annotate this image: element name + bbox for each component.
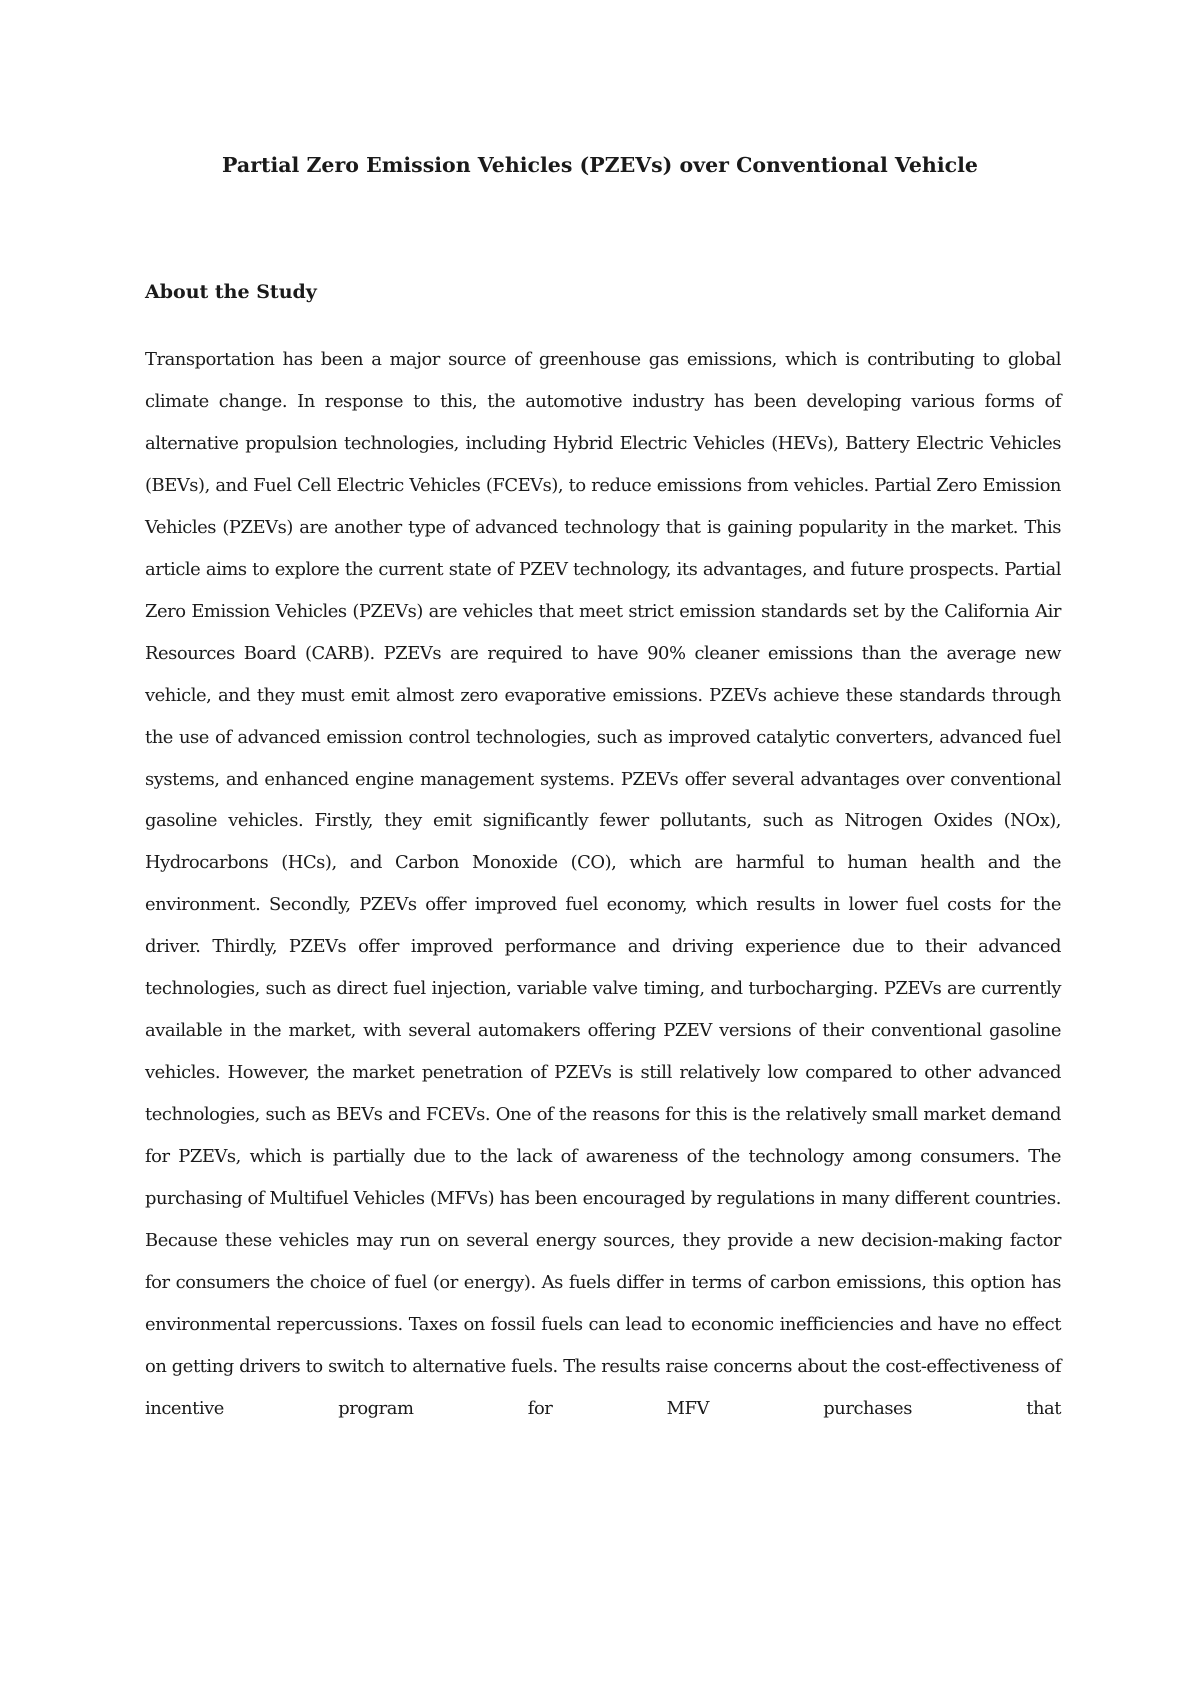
body-paragraph: Transportation has been a major source of greenhouse gas emissions, which is contributing to global climate change. In response to this, the automotive industry has been developing various forms of alternative propulsion technologies, including Hybrid Electric Vehicles (HEVs), Battery Electric Vehicles (BEVs), and Fuel Cell Electric Vehicles (FCEVs), to reduce emissions from vehicles. Partial Zero Emission Vehicles (PZEVs) are another type of advanced technology that is gaining popularity in the market. This article aims to explore the current state of PZEV technology, its advantages, and future prospects. Partial Zero Emission Vehicles (PZEVs) are vehicles that meet strict emission standards set by the California Air Resources Board (CARB). PZEVs are required to have 90% cleaner emissions than the average new vehicle, and they must emit almost zero evaporative emissions. PZEVs achieve these standards through the use of advanced emission control technologies, such as improved catalytic converters, advanced fuel systems, and enhanced engine management systems. PZEVs offer several advantages over conventional gasoline vehicles. Firstly, they emit significantly fewer pollutants, such as Nitrogen Oxides (NOx), Hydrocarbons (HCs), and Carbon Monoxide (CO), which are harmful to human health and the environment. Secondly, PZEVs offer improved fuel economy, which results in lower fuel costs for the driver. Thirdly, PZEVs offer improved performance and driving experience due to their advanced technologies, such as direct fuel injection, variable valve timing, and turbocharging. PZEVs are currently available in the market, with several automakers offering PZEV versions of their conventional gasoline vehicles. However, the market penetration of PZEVs is still relatively low compared to other advanced technologies, such as BEVs and FCEVs. One of the reasons for this is the relatively small market demand for PZEVs, which is partially due to the lack of awareness of the technology among consumers. The purchasing of Multifuel Vehicles (MFVs) has been encouraged by regulations in many different countries. Because these vehicles may run on several energy sources, they provide a new decision-making factor for consumers the choice of fuel (or energy). As fuels differ in terms of carbon emissions, this option has environmental repercussions. Taxes on fossil fuels can lead to economic inefficiencies and have no effect on getting drivers to switch to alternative fuels. The results raise concerns about the cost-effectiveness of incentive program for MFV purchases that [145, 349, 1061, 1419]
document-title: Partial Zero Emission Vehicles (PZEVs) over Conventional Vehicle [222, 153, 978, 177]
section-heading: About the Study [145, 281, 317, 303]
